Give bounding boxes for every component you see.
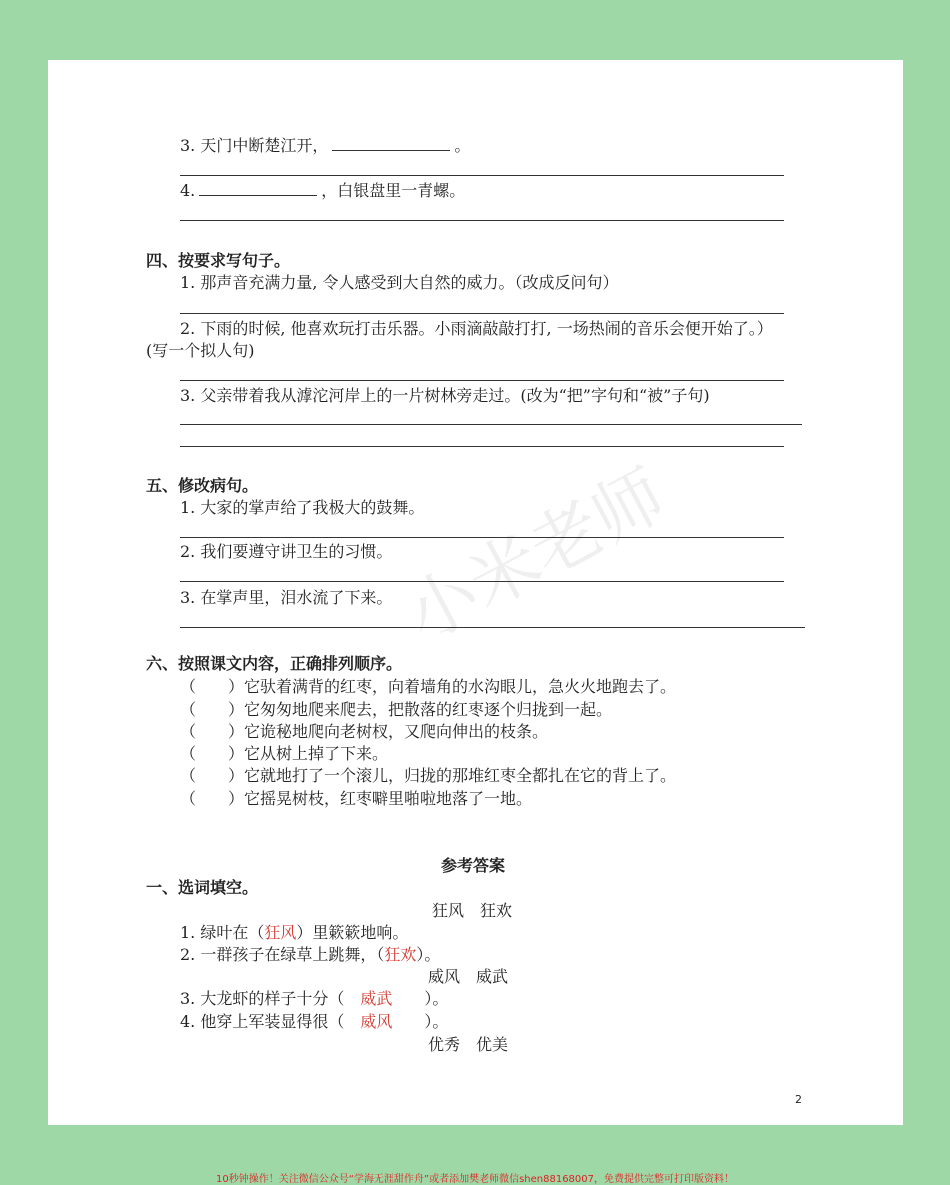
s4-question-3: 3. 父亲带着我从滹沱河岸上的一片树林旁走过。(改为“把”字句和“被”子句): [180, 386, 710, 405]
answer-line[interactable]: [180, 220, 784, 221]
word-choices: 狂风 狂欢: [432, 901, 513, 920]
section-6-title: 六、按照课文内容，正确排列顺序。: [146, 654, 403, 673]
s5-question-2: 2. 我们要遵守讲卫生的习惯。: [180, 542, 393, 561]
answer-line[interactable]: [180, 537, 784, 538]
answer-1: 1. 绿叶在（狂风）里簌簌地响。: [180, 923, 409, 942]
word-choices: 优秀 优美: [428, 1035, 509, 1054]
order-item: （ ）它驮着满背的红枣，向着墙角的水沟眼儿，急火火地跑去了。: [180, 677, 677, 696]
answer-blank[interactable]: [199, 181, 317, 196]
answer-line[interactable]: [180, 581, 784, 582]
answers-section-1-title: 一、选词填空。: [146, 878, 259, 897]
poem-item-3: 3. 天门中断楚江开， 。: [180, 136, 471, 155]
answer-3: 3. 大龙虾的样子十分（ 威武 ）。: [180, 989, 449, 1008]
answer-2: 2. 一群孩子在绿草上跳舞，（狂欢）。: [180, 945, 441, 964]
answer-line[interactable]: [180, 313, 784, 314]
answers-title: 参考答案: [441, 856, 506, 875]
answer-line[interactable]: [180, 446, 784, 447]
watermark: 小米老师: [392, 453, 679, 658]
promo-footer: 10秒钟操作！关注微信公众号“学海无涯甜作舟”或者添加樊老师微信shen88168007，免费提供完整可打印版资料！: [215, 1174, 735, 1185]
order-item: （ ）它摇晃树枝，红枣噼里啪啦地落了一地。: [180, 789, 533, 808]
s5-question-3: 3. 在掌声里，泪水流了下来。: [180, 588, 393, 607]
answer-blank[interactable]: [332, 136, 450, 151]
order-item: （ ）它诡秘地爬向老树杈，又爬向伸出的枝条。: [180, 722, 549, 741]
section-5-title: 五、修改病句。: [146, 476, 259, 495]
poem-item-4: 4. ，白银盘里一青螺。: [180, 181, 466, 200]
answer-line[interactable]: [180, 175, 784, 176]
answer-4: 4. 他穿上军装显得很（ 威风 ）。: [180, 1012, 449, 1031]
worksheet-page: [48, 60, 903, 1125]
s5-question-1: 1. 大家的掌声给了我极大的鼓舞。: [180, 498, 425, 517]
answer-line[interactable]: [180, 424, 802, 425]
order-item: （ ）它匆匆地爬来爬去，把散落的红枣逐个归拢到一起。: [180, 700, 613, 719]
page-number: 2: [795, 1093, 802, 1106]
s4-question-2: 2. 下雨的时候, 他喜欢玩打击乐器。小雨滴敲敲打打, 一场热闹的音乐会便开始了。）: [180, 319, 773, 338]
answer-line[interactable]: [180, 380, 784, 381]
answer-line[interactable]: [180, 627, 805, 628]
section-4-title: 四、按要求写句子。: [146, 251, 291, 270]
order-item: （ ）它就地打了一个滚儿，归拢的那堆红枣全都扎在它的背上了。: [180, 766, 677, 785]
s4-question-2-note: (写一个拟人句): [146, 341, 255, 360]
s4-question-1: 1. 那声音充满力量, 令人感受到大自然的威力。（改成反问句）: [180, 273, 619, 292]
word-choices: 威风 威武: [428, 967, 509, 986]
order-item: （ ）它从树上掉了下来。: [180, 744, 389, 763]
